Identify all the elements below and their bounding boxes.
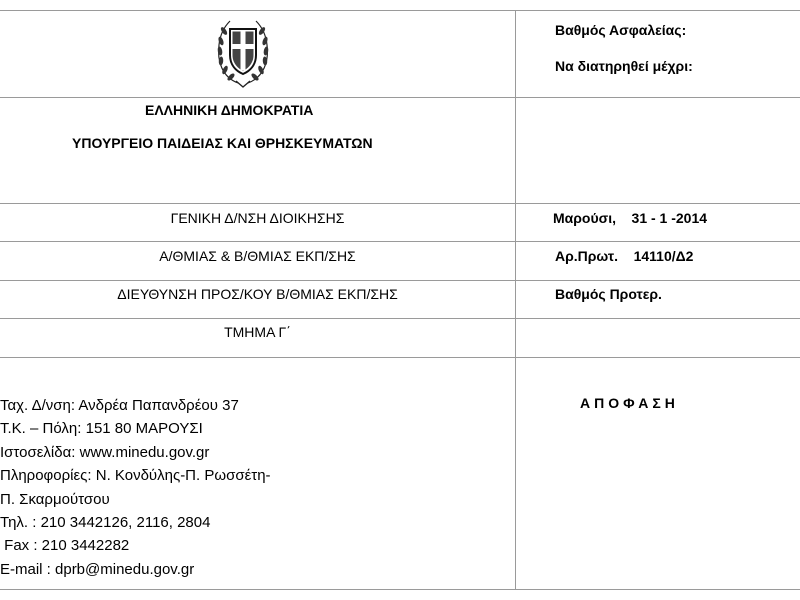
table-rule [0, 203, 800, 204]
priority-label: Βαθμός Προτερ. [555, 286, 662, 302]
table-rule-top [0, 10, 800, 11]
general-directorate-label: ΓΕΝΙΚΗ Δ/ΝΣΗ ΔΙΟΙΚΗΣΗΣ [170, 210, 345, 226]
postal-line: Τ.Κ. – Πόλη: 151 80 ΜΑΡΟΥΣΙ [0, 420, 203, 438]
email-line: E-mail : dprb@minedu.gov.gr [0, 560, 195, 578]
greek-coat-of-arms-icon [214, 11, 272, 89]
directorate-label: ΔΙΕΥΘΥΝΣΗ ΠΡΟΣ/ΚΟΥ Β/ΘΜΙΑΣ ΕΚΠ/ΣΗΣ [117, 286, 398, 302]
info-line-continued: Π. Σκαρμούτσου [0, 490, 110, 508]
table-rule [0, 97, 800, 98]
table-rule [0, 357, 800, 358]
phone-line: Τηλ. : 210 3442126, 2116, 2804 [0, 514, 211, 532]
decision-title: ΑΠΟΦΑΣΗ [580, 395, 679, 411]
place-date: Μαρούσι, 31 - 1 -2014 [553, 210, 708, 226]
table-rule [0, 280, 800, 281]
security-level-label: Βαθμός Ασφαλείας: [555, 22, 687, 38]
education-levels-label: Α/ΘΜΙΑΣ & Β/ΘΜΙΑΣ ΕΚΠ/ΣΗΣ [159, 248, 356, 264]
website-line: Ιστοσελίδα: www.minedu.gov.gr [0, 443, 210, 461]
ministry-heading: ΥΠΟΥΡΓΕΙΟ ΠΑΙΔΕΙΑΣ ΚΑΙ ΘΡΗΣΚΕΥΜΑΤΩΝ [72, 135, 373, 151]
department-label: ΤΜΗΜΑ Γ΄ [224, 324, 291, 340]
protocol-number: Αρ.Πρωτ. 14110/Δ2 [555, 248, 694, 264]
column-divider [515, 10, 516, 590]
table-rule [0, 318, 800, 319]
republic-heading: ΕΛΛΗΝΙΚΗ ΔΗΜΟΚΡΑΤΙΑ [145, 102, 314, 118]
address-line: Ταχ. Δ/νση: Ανδρέα Παπανδρέου 37 [0, 397, 239, 414]
table-rule [0, 241, 800, 242]
fax-line: Fax : 210 3442282 [0, 537, 130, 555]
table-rule-bottom [0, 589, 800, 590]
retain-until-label: Να διατηρηθεί μέχρι: [555, 58, 693, 74]
contact-details [0, 394, 271, 581]
info-line: Πληροφορίες: Ν. Κονδύλης-Π. Ρωσσέτη- [0, 467, 271, 485]
